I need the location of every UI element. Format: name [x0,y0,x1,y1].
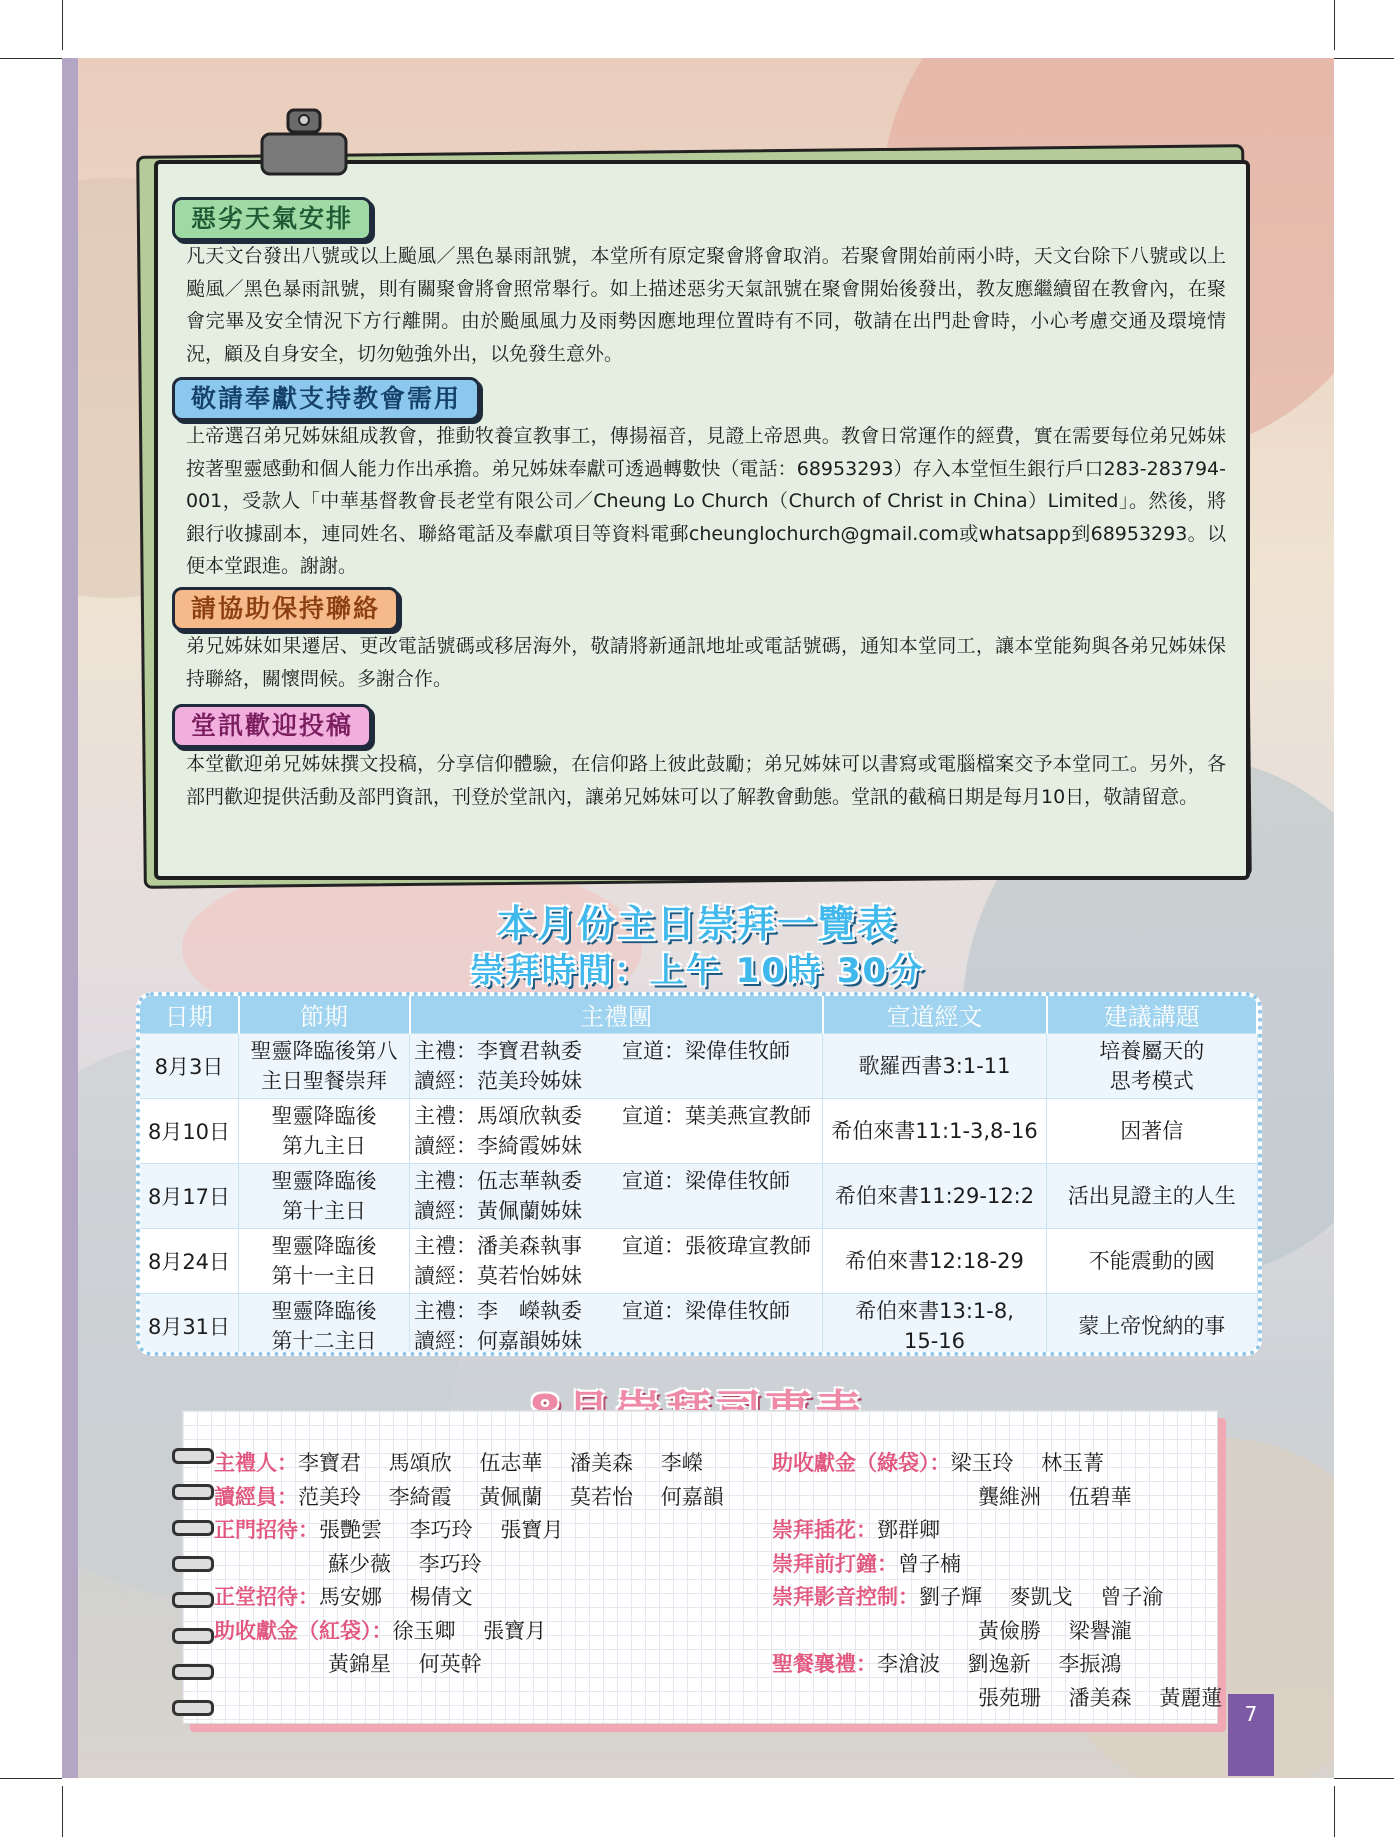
binder-ring [172,1664,214,1680]
cell-scripture: 希伯來書12:18-29 [823,1229,1047,1294]
cell-topic: 因著信 [1047,1099,1258,1164]
roster-entry [978,1682,1222,1715]
notice-body-submission: 本堂歡迎弟兄姊妹撰文投稿，分享信仰體驗，在信仰路上彼此鼓勵；弟兄姊妹可以書寫或電腦檔案交予本堂同工。另外，各部門歡迎提供活動及部門資訊，刊登於堂訊內，讓弟兄姊妹可以了解教會動態。堂訊的截稿日期是每月10日，敬請留意。 [186,753,1226,808]
roster-role: 崇拜前打鐘： [772,1551,898,1576]
cell-festival: 聖靈降臨後第八 主日聖餐崇拜 [239,1034,410,1099]
roster-entry [772,1447,1104,1480]
table-row [140,1229,1257,1294]
crop-mark [1334,1786,1335,1837]
cell-scripture: 希伯來書13:1-8, 15-16 [823,1294,1047,1357]
roster-names: 蘇少薇 李巧玲 [328,1551,482,1576]
roster-names: 黃儉勝 梁譽瀧 [978,1618,1132,1643]
cell-date: 8月17日 [140,1164,239,1229]
cell-topic: 蒙上帝悅納的事 [1047,1294,1258,1357]
roster-entry [772,1514,940,1547]
roster-names: 李滄波 劉逸新 李振鴻 [877,1652,1122,1676]
roster-role: 讀經員： [214,1484,298,1509]
cell-date: 8月24日 [140,1229,239,1294]
table-row [140,1034,1257,1099]
roster-role: 正門招待： [214,1518,319,1542]
table-row [140,1099,1257,1164]
cell-festival: 聖靈降臨後 第十二主日 [239,1294,410,1357]
binder-ring [172,1700,214,1716]
roster-role: 助收獻金（綠袋）： [772,1451,951,1475]
cell-date: 8月3日 [140,1034,239,1099]
roster-names: 鄧群卿 [877,1518,940,1542]
roster-names: 劉子輝 麥凱戈 曾子渝 [919,1585,1164,1609]
roster-names: 馬安娜 楊倩文 [319,1585,473,1609]
notice-body-weather: 凡天文台發出八號或以上颱風／黑色暴雨訊號，本堂所有原定聚會將會取消。若聚會開始前兩小時，天文台除下八號或以上颱風／黑色暴雨訊號，則有關聚會將會照常舉行。如上描述惡劣天氣訊號在聚會開始後發出，教友應繼續留在教會內，在聚會完畢及安全情況下方行離開。由於颱風風力及雨勢因應地理位置時有不同，敬請在出門赴會時，小心考慮交通及環境情況，顧及自身安全，切勿勉強外出，以免發生意外。 [186,245,1226,365]
roster-role: 正堂招待： [214,1585,319,1609]
roster-names: 范美玲 李綺霞 黃佩蘭 莫若怡 何嘉韻 [298,1484,724,1509]
notice-title-weather: 惡劣天氣安排 [172,197,372,241]
worship-table [136,992,1262,1356]
binder-ring [172,1628,214,1644]
roster-entry [214,1481,724,1514]
cell-date: 8月31日 [140,1294,239,1357]
notice-body-offering: 上帝選召弟兄姊妹組成教會，推動牧養宣教事工，傳揚福音，見證上帝恩典。教會日常運作的經費，實在需要每位弟兄姊妹按著聖靈感動和個人能力作出承擔。弟兄姊妹奉獻可透過轉數快（電話：68953293）存入本堂恒生銀行戶口283-283794-001，受款人「中華基督教會長老堂有限公司／Cheung Lo Church（Church of Christ in China）Limited」。然後，將銀行收據副本，連同姓名、聯絡電話及奉獻項目等資料電郵cheunglochurch@gmail.com或whatsapp到68953293。以便本堂跟進。謝謝。 [186,425,1226,577]
cell-team: 主禮：李寶君執委 宣道：梁偉佳牧師 讀經：范美玲姊妹 [410,1034,823,1099]
crop-mark [62,0,63,50]
table-row [140,1164,1257,1229]
clip-icon [258,108,350,182]
roster-role: 崇拜插花： [772,1518,877,1542]
header-topic: 建議講題 [1047,996,1258,1034]
table-header-row [140,996,1257,1034]
binder-ring [172,1520,214,1536]
roster-entry [214,1514,563,1547]
roster-role: 主禮人： [214,1451,298,1475]
roster-entry [772,1581,1163,1614]
crop-mark [62,1786,63,1837]
roster-role: 聖餐襄禮： [772,1652,877,1676]
roster-names: 李寶君 馬頌欣 伍志華 潘美森 李嶸 [298,1451,703,1475]
roster-names: 曾子楠 [898,1551,961,1576]
cell-scripture: 希伯來書11:1-3,8-16 [823,1099,1047,1164]
cell-team: 主禮：伍志華執委 宣道：梁偉佳牧師 讀經：黃佩蘭姊妹 [410,1164,823,1229]
header-festival: 節期 [239,996,410,1034]
notice-title-offering: 敬請奉獻支持教會需用 [172,377,480,421]
roster-entry [214,1447,703,1480]
crop-mark [0,1778,62,1779]
cell-festival: 聖靈降臨後 第十主日 [239,1164,410,1229]
roster-entry [978,1615,1132,1648]
binder-ring [172,1448,214,1464]
cell-festival: 聖靈降臨後 第九主日 [239,1099,410,1164]
page-number: 7 [1228,1694,1274,1776]
cell-scripture: 希伯來書11:29-12:2 [823,1164,1047,1229]
cell-team: 主禮：潘美森執事 宣道：張筱瑋宣教師 讀經：莫若怡姊妹 [410,1229,823,1294]
roster-names: 黃錦星 何英幹 [328,1652,482,1676]
table-row [140,1294,1257,1357]
notice-body-contact: 弟兄姊妹如果遷居、更改電話號碼或移居海外，敬請將新通訊地址或電話號碼，通知本堂同工，讓本堂能夠與各弟兄姊妹保持聯絡，關懷問候。多謝合作。 [186,635,1226,690]
header-scripture: 宣道經文 [823,996,1047,1034]
binder-ring [172,1484,214,1500]
roster-entry [328,1648,482,1681]
binder-ring [172,1592,214,1608]
crop-mark [1334,0,1335,50]
crop-mark [0,58,62,59]
crop-mark [1334,1778,1394,1779]
roster-role: 崇拜影音控制： [772,1585,919,1609]
header-date: 日期 [140,996,239,1034]
binder-ring [172,1556,214,1572]
cell-topic: 活出見證主的人生 [1047,1164,1258,1229]
roster-names: 龔維洲 伍碧華 [978,1484,1132,1509]
cell-scripture: 歌羅西書3:1-11 [823,1034,1047,1099]
cell-festival: 聖靈降臨後 第十一主日 [239,1229,410,1294]
cell-date: 8月10日 [140,1099,239,1164]
crop-mark [1334,58,1394,59]
notice-title-submission: 堂訊歡迎投稿 [172,704,372,748]
roster-entry [772,1548,961,1581]
cell-team: 主禮：馬頌欣執委 宣道：葉美燕宣教師 讀經：李綺霞姊妹 [410,1099,823,1164]
roster-names: 張苑珊 潘美森 黃麗蓮 [978,1685,1223,1710]
roster-names: 梁玉玲 林玉菁 [950,1451,1105,1475]
roster-entry [214,1615,546,1648]
roster-entry [214,1581,473,1614]
worship-time: 崇拜時間：上午 10時 30分 [469,951,925,991]
roster-names: 張艷雲 李巧玲 張寶月 [319,1518,564,1542]
roster-entry [978,1481,1132,1514]
cell-topic: 不能震動的國 [1047,1229,1258,1294]
roster-names: 徐玉卿 張寶月 [392,1618,547,1643]
cell-team: 主禮：李 嶸執委 宣道：梁偉佳牧師 讀經：何嘉韻姊妹 [410,1294,823,1357]
notice-title-contact: 請協助保持聯絡 [172,587,399,631]
worship-title: 本月份主日崇拜一覽表 [496,902,897,946]
roster-entry [328,1548,482,1581]
header-team: 主禮團 [410,996,823,1034]
cell-topic: 培養屬天的 思考模式 [1047,1034,1258,1099]
roster-role: 助收獻金（紅袋）： [214,1618,393,1643]
roster-entry [772,1648,1121,1681]
